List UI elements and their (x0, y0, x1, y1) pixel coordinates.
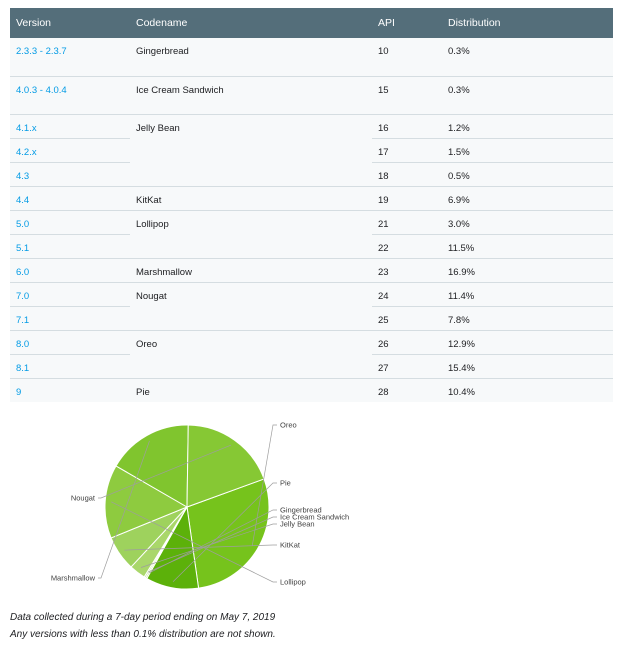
pie-label-kitkat: KitKat (280, 540, 301, 550)
pie-label-jelly-bean: Jelly Bean (280, 519, 315, 529)
api-cell: 28 (372, 378, 442, 402)
table-row (10, 354, 613, 378)
distribution-cell: 16.9% (442, 258, 613, 282)
version-cell[interactable]: 5.0 (10, 210, 130, 234)
version-cell[interactable]: 7.0 (10, 282, 130, 306)
version-cell[interactable]: 9 (10, 378, 130, 402)
chart-notes (10, 609, 276, 643)
distribution-table-container (10, 8, 613, 402)
version-cell[interactable]: 8.0 (10, 330, 130, 354)
table-body (10, 38, 613, 402)
table-row (10, 330, 613, 354)
distribution-pie-chart (0, 410, 625, 605)
distribution-cell: 7.8% (442, 306, 613, 330)
distribution-cell: 11.4% (442, 282, 613, 306)
header-api: API (378, 17, 395, 29)
distribution-cell: 15.4% (442, 354, 613, 378)
codename-cell: Jelly Bean (130, 114, 372, 138)
pie-label-oreo: Oreo (280, 420, 297, 430)
codename-cell: Oreo (130, 330, 372, 354)
table-row (10, 282, 613, 306)
api-cell: 24 (372, 282, 442, 306)
table-row (10, 162, 613, 186)
codename-cell: Nougat (130, 282, 372, 306)
codename-cell: Marshmallow (130, 258, 372, 282)
api-cell: 17 (372, 138, 442, 162)
table-header-row (10, 8, 613, 38)
codename-cell: Ice Cream Sandwich (130, 76, 372, 114)
codename-cell (130, 354, 372, 378)
version-cell[interactable]: 4.2.x (10, 138, 130, 162)
distribution-cell: 0.3% (442, 76, 613, 114)
distribution-table (10, 8, 613, 402)
version-cell[interactable]: 4.1.x (10, 114, 130, 138)
distribution-cell: 1.2% (442, 114, 613, 138)
pie-slices (105, 425, 269, 589)
table-row (10, 306, 613, 330)
api-cell: 15 (372, 76, 442, 114)
table-row (10, 114, 613, 138)
table-row (10, 234, 613, 258)
version-cell[interactable]: 4.0.3 - 4.0.4 (10, 76, 130, 114)
codename-cell: Pie (130, 378, 372, 402)
codename-cell: KitKat (130, 186, 372, 210)
distribution-cell: 10.4% (442, 378, 613, 402)
table-row (10, 258, 613, 282)
api-cell: 10 (378, 46, 389, 57)
pie-label-marshmallow: Marshmallow (50, 573, 95, 583)
distribution-cell: 0.3% (448, 46, 470, 57)
api-cell: 23 (372, 258, 442, 282)
api-cell: 27 (372, 354, 442, 378)
pie-label-pie: Pie (280, 478, 291, 488)
api-cell: 22 (372, 234, 442, 258)
distribution-cell: 1.5% (442, 138, 613, 162)
api-cell: 26 (372, 330, 442, 354)
pie-label-nougat: Nougat (70, 493, 95, 503)
version-cell[interactable]: 8.1 (10, 354, 130, 378)
version-cell[interactable]: 5.1 (10, 234, 130, 258)
pie-label-lollipop: Lollipop (280, 577, 306, 587)
table-row (10, 186, 613, 210)
header-version: Version (16, 17, 52, 29)
distribution-cell: 3.0% (442, 210, 613, 234)
table-row (10, 210, 613, 234)
pie-label-gingerbread: Gingerbread (280, 505, 322, 515)
codename-cell: Gingerbread (136, 46, 189, 57)
codename-cell (130, 138, 372, 162)
table-row (10, 378, 613, 402)
table-row (10, 38, 613, 76)
distribution-cell: 0.5% (442, 162, 613, 186)
codename-cell (130, 162, 372, 186)
distribution-cell: 12.9% (442, 330, 613, 354)
api-cell: 18 (372, 162, 442, 186)
version-cell[interactable]: 4.4 (10, 186, 130, 210)
header-distribution: Distribution (448, 17, 501, 29)
distribution-cell: 11.5% (442, 234, 613, 258)
table-header (10, 8, 613, 38)
api-cell: 16 (372, 114, 442, 138)
version-cell[interactable]: 6.0 (10, 258, 130, 282)
api-cell: 21 (372, 210, 442, 234)
version-cell[interactable]: 4.3 (10, 162, 130, 186)
codename-cell: Lollipop (130, 210, 372, 234)
distribution-cell: 6.9% (442, 186, 613, 210)
version-cell[interactable]: 2.3.3 - 2.3.7 (16, 46, 67, 57)
api-cell: 25 (372, 306, 442, 330)
note-min-distribution: Any versions with less than 0.1% distribution are not shown. (10, 629, 276, 640)
table-row (10, 76, 613, 114)
api-cell: 19 (372, 186, 442, 210)
table-row (10, 138, 613, 162)
note-data-collected: Data collected during a 7-day period ending on May 7, 2019 (10, 612, 276, 623)
header-codename: Codename (136, 17, 188, 29)
codename-cell (130, 234, 372, 258)
version-cell[interactable]: 7.1 (10, 306, 130, 330)
codename-cell (130, 306, 372, 330)
pie-label-ice-cream-sandwich: Ice Cream Sandwich (280, 512, 350, 522)
